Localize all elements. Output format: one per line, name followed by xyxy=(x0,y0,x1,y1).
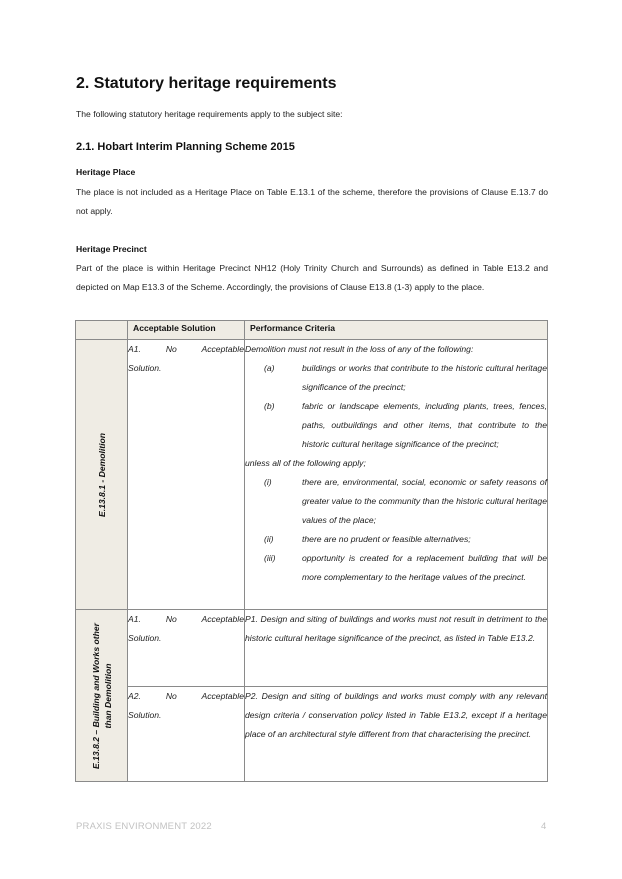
list-item-text: there are, environmental, social, economic or safety reasons of greater value to the community than the historic cultural heritage values of the place; xyxy=(302,477,547,525)
section-heading: 2.1. Hobart Interim Planning Scheme 2015 xyxy=(76,141,295,153)
list-item-text: buildings or works that contribute to the historic cultural heritage significance of the precinct; xyxy=(302,363,547,392)
list-item xyxy=(245,359,547,397)
list-item-text: opportunity is created for a replacement building that will be more complementary to the heritage values of the precinct. xyxy=(302,553,547,582)
acceptable-line: A2. No Acceptable xyxy=(128,691,244,701)
heritage-place-paragraph: The place is not included as a Heritage Place on Table E.13.1 of the scheme, therefore the provisions of Clause E.13.7 do not apply. xyxy=(76,187,548,216)
heritage-precinct-paragraph: Part of the place is within Heritage Precinct NH12 (Holy Trinity Church and Surrounds) as defined in Table E13.2 and depicted on Map E13.3 of the Scheme. Accordingly, the provisions of Clause E13.8 (1-3) apply to the place. xyxy=(76,263,548,292)
list-marker: (a) xyxy=(264,363,275,373)
footer-page-number: 4 xyxy=(541,821,547,832)
acceptable-line: Solution. xyxy=(128,710,162,720)
building-label-cell xyxy=(76,610,128,782)
list-item xyxy=(245,473,547,530)
list-item-text: fabric or landscape elements, including plants, trees, fences, paths, outbuildings and other items, that contribute to the historic cultural heritage significance of the precinct; xyxy=(302,401,547,449)
demolition-performance-cell xyxy=(245,340,548,610)
list-marker: (ii) xyxy=(264,534,274,544)
acceptable-line: Solution. xyxy=(128,363,162,373)
footer-company: PRAXIS ENVIRONMENT 2022 xyxy=(76,821,212,832)
table-row-demolition xyxy=(76,340,548,610)
building-p2-cell: P2. Design and siting of buildings and works must comply with any relevant design criteria / conservation policy listed in Table E13.2, except if a heritage place of an architectural style different from that characterising the precinct. xyxy=(245,687,548,782)
table-row-building-a2 xyxy=(76,687,548,782)
building-a2-acceptable-cell xyxy=(128,687,245,782)
acceptable-line: Solution. xyxy=(128,633,162,643)
list-item xyxy=(245,530,547,549)
header-performance-criteria: Performance Criteria xyxy=(245,321,548,340)
heritage-precinct-heading: Heritage Precinct xyxy=(76,244,147,254)
demolition-label-cell xyxy=(76,340,128,610)
heritage-place-heading: Heritage Place xyxy=(76,167,136,177)
list-item xyxy=(245,397,547,454)
unless-text: unless all of the following apply; xyxy=(245,458,366,468)
page-title: 2. Statutory heritage requirements xyxy=(76,75,337,92)
table-header-row xyxy=(76,321,548,340)
building-a1-acceptable-cell xyxy=(128,610,245,687)
list-item-text: there are no prudent or feasible alternatives; xyxy=(302,534,471,544)
table-row-building-a1 xyxy=(76,610,548,687)
header-acceptable-solution: Acceptable Solution xyxy=(128,321,245,340)
acceptable-line: A1. No Acceptable xyxy=(128,344,244,354)
demolition-lead-text: Demolition must not result in the loss of any of the following: xyxy=(245,344,474,354)
building-p1-cell: P1. Design and siting of buildings and works must not result in detriment to the historic cultural heritage significance of the precinct, as listed in Table E13.2. xyxy=(245,610,548,687)
list-marker: (iii) xyxy=(264,553,276,563)
list-marker: (b) xyxy=(264,401,275,411)
heritage-criteria-table xyxy=(75,320,548,782)
header-blank-cell xyxy=(76,321,128,340)
building-section-label: E.13.8.2 – Building and Works other than Demolition xyxy=(90,622,113,769)
acceptable-line: A1. No Acceptable xyxy=(128,614,244,624)
demolition-section-label: E.13.8.1 - Demolition xyxy=(96,432,107,517)
intro-paragraph: The following statutory heritage requirements apply to the subject site: xyxy=(76,109,343,119)
list-item xyxy=(245,549,547,587)
demolition-acceptable-cell xyxy=(128,340,245,610)
list-marker: (i) xyxy=(264,477,272,487)
